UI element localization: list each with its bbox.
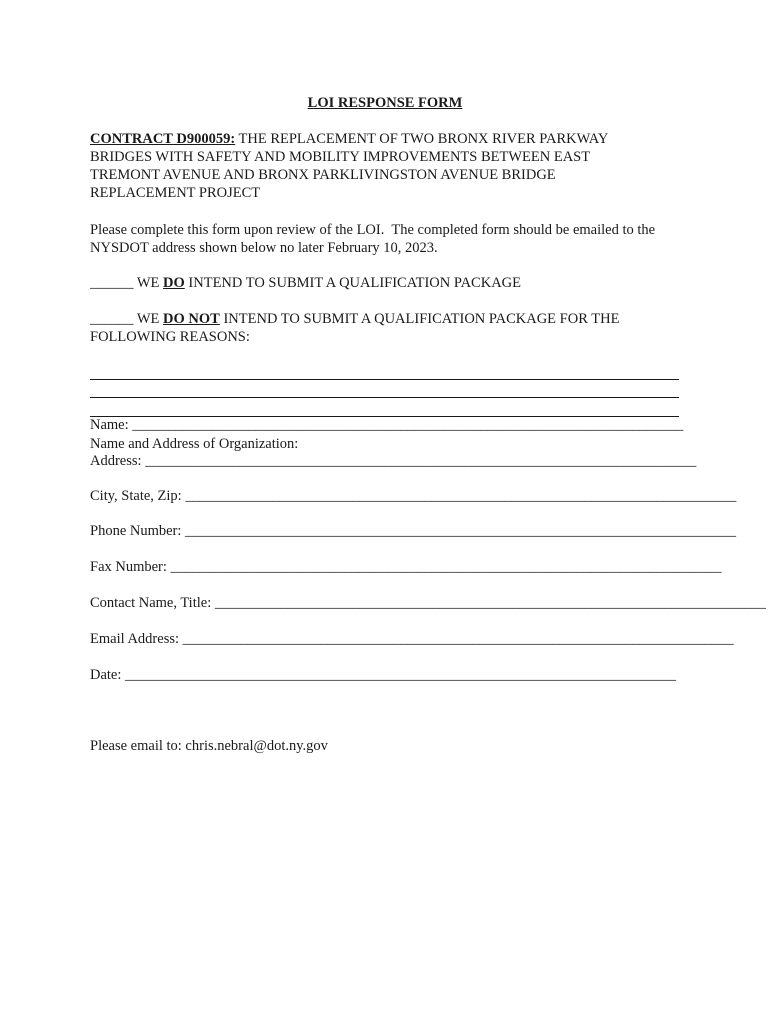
- contact-input-line[interactable]: ____________________________________________________________________________: [214, 595, 766, 611]
- name-field: [90, 416, 684, 434]
- city-state-zip-label: City, State, Zip:: [90, 488, 182, 504]
- form-title: LOI RESPONSE FORM: [307, 95, 463, 111]
- contract-line-4: REPLACEMENT PROJECT: [90, 185, 261, 201]
- fax-input-line[interactable]: ____________________________________________________________________________: [170, 559, 722, 575]
- date-label: Date:: [90, 667, 122, 683]
- name-label: Name:: [90, 417, 129, 433]
- email-field: [90, 630, 734, 648]
- city-state-zip-field: [90, 487, 737, 505]
- address-label: Address:: [90, 453, 142, 469]
- phone-field: [90, 522, 737, 540]
- address-field: [90, 452, 697, 470]
- fax-field: [90, 558, 722, 576]
- date-input-line[interactable]: ____________________________________________________________________________: [125, 667, 677, 683]
- email-input-line[interactable]: ____________________________________________________________________________: [182, 631, 734, 647]
- contract-text-1: THE REPLACEMENT OF TWO BRONX RIVER PARKWAY: [235, 131, 609, 147]
- date-field: [90, 666, 677, 684]
- option-do-intend: ______ WE DO INTEND TO SUBMIT A QUALIFICATION PACKAGE: [90, 275, 521, 291]
- contract-label: CONTRACT D900059:: [90, 131, 236, 147]
- city-state-zip-input-line[interactable]: ____________________________________________________________________________: [185, 488, 737, 504]
- option-do-keyword: DO: [163, 275, 185, 291]
- address-input-line[interactable]: ____________________________________________________________________________: [145, 453, 697, 469]
- email-label: Email Address:: [90, 631, 180, 647]
- phone-label: Phone Number:: [90, 523, 182, 539]
- contract-line-1: [90, 130, 608, 148]
- reason-line-2[interactable]: [90, 397, 679, 398]
- email-instruction: Please email to: chris.nebral@dot.ny.gov: [90, 738, 328, 754]
- instructions-line-1: Please complete this form upon review of the LOI. The completed form should be emailed to the: [90, 222, 656, 238]
- option-do-blank[interactable]: ______: [90, 275, 134, 291]
- option-do-not-line-2: FOLLOWING REASONS:: [90, 329, 250, 345]
- phone-input-line[interactable]: ____________________________________________________________________________: [185, 523, 737, 539]
- reason-line-1[interactable]: [90, 379, 679, 380]
- instructions-line-2: NYSDOT address shown below no later February 10, 2023.: [90, 240, 438, 256]
- option-do-not-keyword: DO NOT: [163, 311, 220, 327]
- contract-line-2: BRIDGES WITH SAFETY AND MOBILITY IMPROVEMENTS BETWEEN EAST: [90, 149, 591, 165]
- fax-label: Fax Number:: [90, 559, 167, 575]
- contact-label: Contact Name, Title:: [90, 595, 212, 611]
- contract-line-3: TREMONT AVENUE AND BRONX PARKLIVINGSTON AVENUE BRIDGE: [90, 167, 556, 183]
- organization-heading: Name and Address of Organization:: [90, 436, 299, 452]
- name-input-line[interactable]: ____________________________________________________________________________: [132, 417, 684, 433]
- option-do-not-blank[interactable]: ______: [90, 311, 134, 327]
- option-do-not-intend: ______ WE DO NOT INTEND TO SUBMIT A QUALIFICATION PACKAGE FOR THE: [90, 311, 620, 327]
- contact-field: [90, 594, 766, 612]
